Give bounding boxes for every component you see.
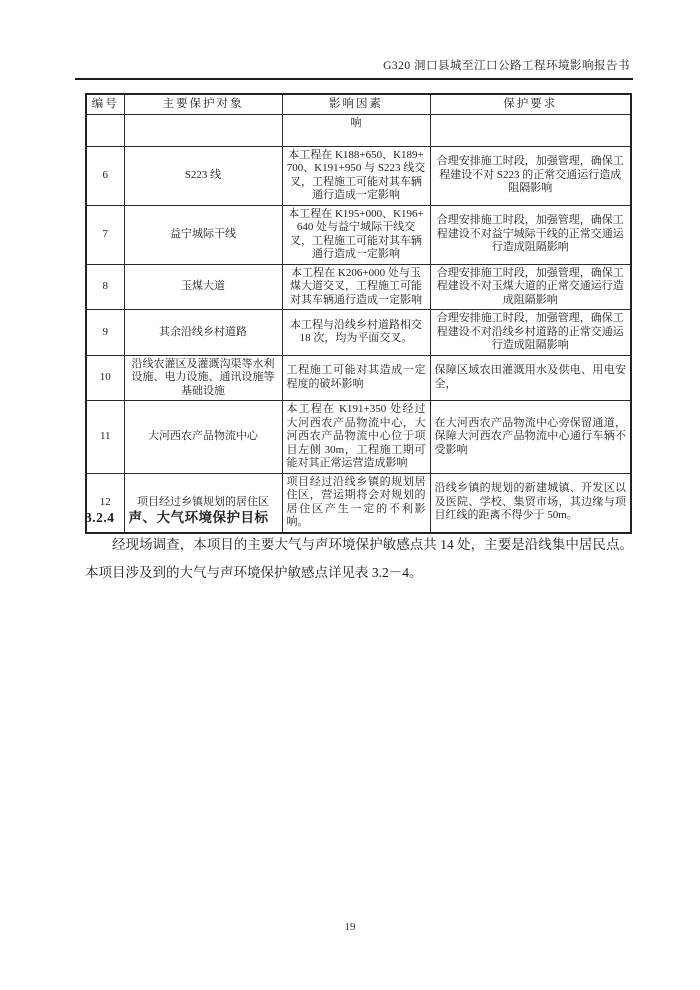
- cell-no: 7: [86, 205, 124, 264]
- cell-no: 9: [86, 310, 124, 356]
- table-row: [86, 401, 631, 474]
- table-header-row: [86, 94, 631, 114]
- cell-target: 其余沿线乡村道路: [124, 310, 282, 356]
- cell-target: 项目经过乡镇规划的居住区: [124, 473, 282, 533]
- cell-impact: 本工程在 K188+650、K189+700、K191+950 与 S223 线交叉，工程施工可能对其车辆通行造成一定影响: [282, 146, 430, 205]
- cell-requirement: 合理安排施工时段，加强管理，确保工程建设不对玉煤大道的正常交通运行造成阻隔影响: [430, 264, 631, 310]
- cell-requirement: 保障区域农田灌溉用水及供电、用电安全，: [430, 355, 631, 401]
- cell-impact: 项目经过沿线乡镇的规划居住区，营运期将会对规划的居住区产生一定的不利影响。: [282, 473, 430, 533]
- cell-requirement: 合理安排施工时段，加强管理，确保工程建设不对益宁城际干线的正常交通运行造成阻隔影响: [430, 205, 631, 264]
- cell-target: S223 线: [124, 146, 282, 205]
- column-header-no: 编号: [86, 94, 124, 114]
- column-header-impact: 影响因素: [282, 94, 430, 114]
- section-heading: 3.2.4 声、大气环境保护目标: [85, 510, 269, 525]
- cell-impact: 本工程与沿线乡村道路相交 18 次，均为平面交叉。: [282, 310, 430, 356]
- cell-impact: 响: [282, 114, 430, 146]
- table-row: [86, 355, 631, 401]
- table-row: [86, 264, 631, 310]
- cell-requirement: 在大河西农产品物流中心旁保留通道，保障大河西农产品物流中心通行车辆不受影响: [430, 401, 631, 474]
- running-header-title: G320 洞口县城至江口公路工程环境影响报告书: [383, 60, 630, 72]
- header-rule: [75, 78, 633, 80]
- cell-impact: 本工程在 K206+000 处与玉煤大道交叉，工程施工可能对其车辆通行造成一定影响: [282, 264, 430, 310]
- cell-no: [86, 114, 124, 146]
- cell-requirement: 合理安排施工时段，加强管理，确保工程建设不对 S223 的正常交通运行造成阻隔影响: [430, 146, 631, 205]
- cell-target: [124, 114, 282, 146]
- body-paragraph: 经现场调查，本项目的主要大气与声环境保护敏感点共 14 处，主要是沿线集中居民点。本项目涉及到的大气与声环境保护敏感点详见表 3.2－4。: [85, 537, 633, 580]
- protection-targets-table: [85, 93, 632, 534]
- cell-target: 沿线农灌区及灌溉沟渠等水利设施、电力设施、通讯设施等基础设施: [124, 355, 282, 401]
- cell-no: 10: [86, 355, 124, 401]
- table-row: [86, 146, 631, 205]
- cell-no: 11: [86, 401, 124, 474]
- cell-requirement: [430, 114, 631, 146]
- cell-target: 大河西农产品物流中心: [124, 401, 282, 474]
- table-row: [86, 310, 631, 356]
- table-row: [86, 205, 631, 264]
- cell-target: 益宁城际干线: [124, 205, 282, 264]
- cell-impact: 本工程在 K195+000、K196+640 处与益宁城际干线交叉，工程施工可能对其车辆通行造成一定影响: [282, 205, 430, 264]
- cell-impact: 工程施工可能对其造成一定程度的破坏影响: [282, 355, 430, 401]
- table-row-continuation: [86, 114, 631, 146]
- cell-impact: 本工程在 K191+350 处经过大河西农产品物流中心，大河西农产品物流中心位于项目左侧 30m，工程施工期可能对其正常运营造成影响: [282, 401, 430, 474]
- cell-requirement: 合理安排施工时段，加强管理，确保工程建设不对沿线乡村道路的正常交通运行造成阻隔影响: [430, 310, 631, 356]
- cell-target: 玉煤大道: [124, 264, 282, 310]
- column-header-requirement: 保护要求: [430, 94, 631, 114]
- cell-requirement: 沿线乡镇的规划的新建城镇、开发区以及医院、学校、集贸市场，其边缘与项目红线的距离不得少于 50m。: [430, 473, 631, 533]
- cell-no: 6: [86, 146, 124, 205]
- page-number: 19: [344, 921, 356, 933]
- cell-no: 8: [86, 264, 124, 310]
- cell-no: 12: [86, 473, 124, 533]
- column-header-target: 主要保护对象: [124, 94, 282, 114]
